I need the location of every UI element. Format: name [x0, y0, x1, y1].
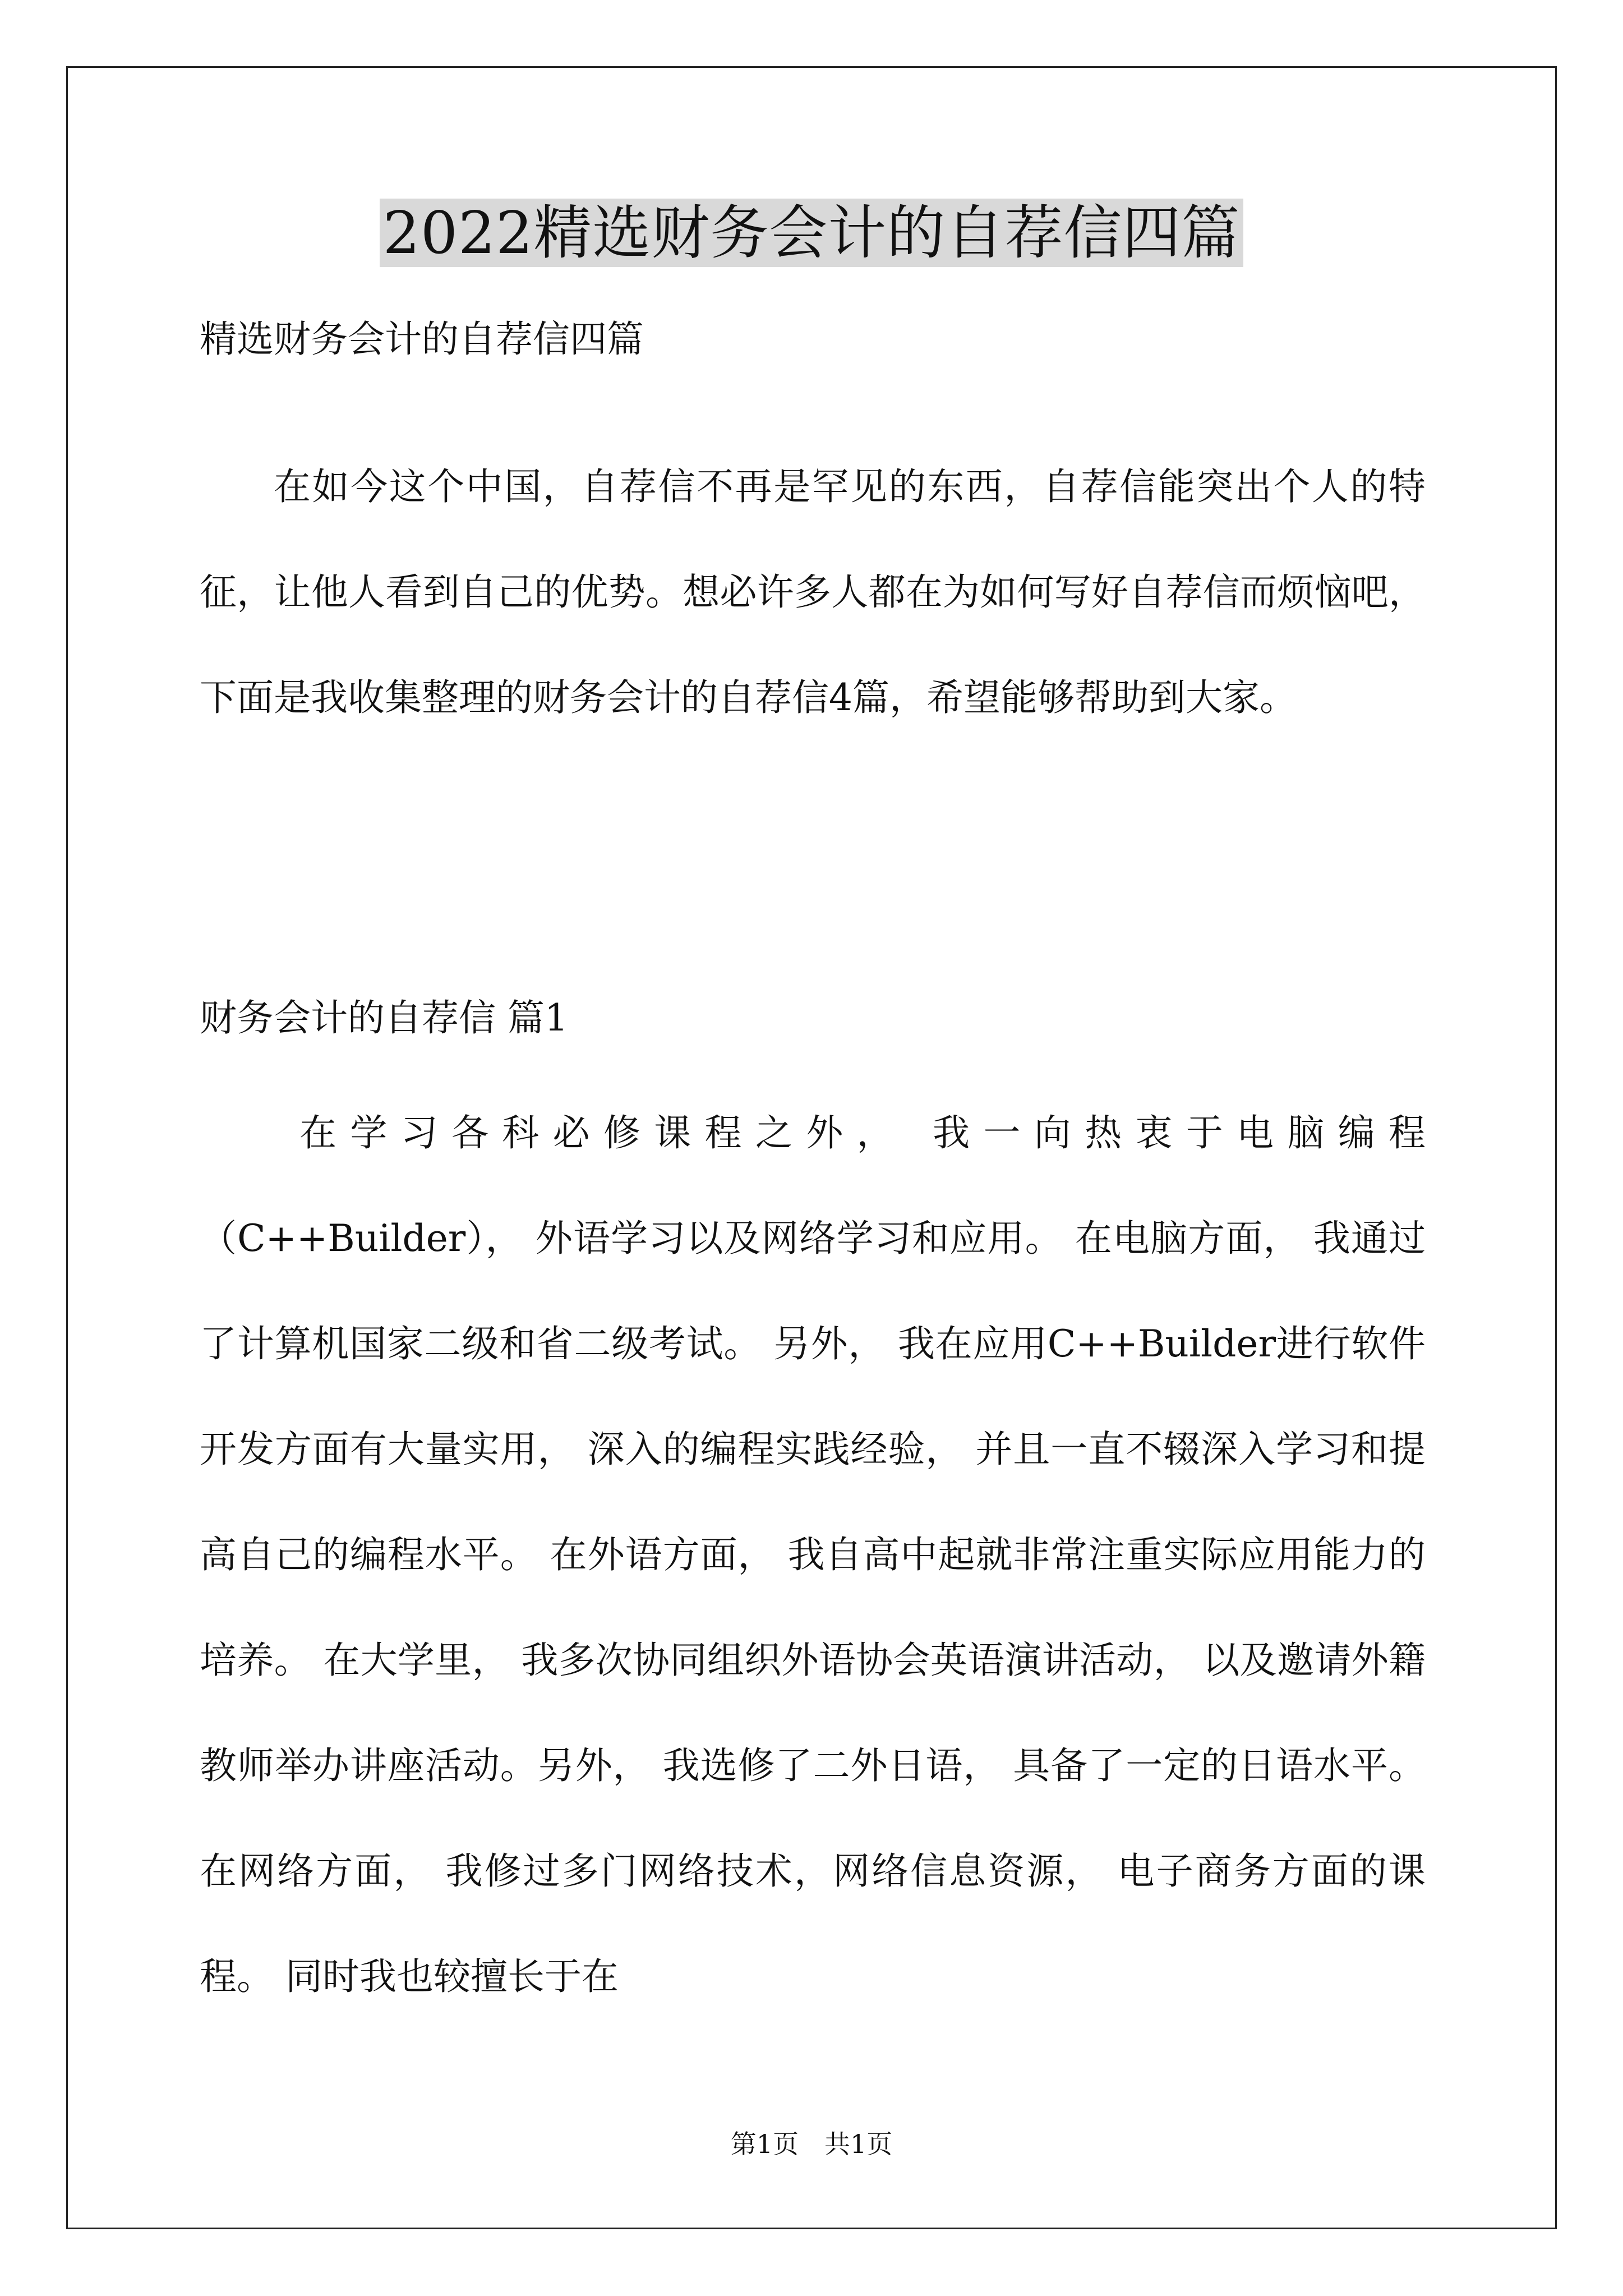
document-subtitle: 精选财务会计的自荐信四篇 [200, 318, 644, 361]
intro-paragraph: 在如今这个中国，自荐信不再是罕见的东西，自荐信能突出个人的特征，让他人看到自己的优势。想必许多人都在为如何写好自荐信而烦恼吧，下面是我收集整理的财务会计的自荐信4篇，希望能够帮助到大家。 [200, 465, 1426, 719]
section-heading: 财务会计的自荐信 篇1 [200, 996, 568, 1039]
body-paragraph: 在学习各科必修课程之外， 我一向热衷于电脑编程（C++Builder）， 外语学习以及网络学习和应用。 在电脑方面， 我通过了计算机国家二级和省二级考试。 另外， 我在应用C++Builder进行软件开发方面有大量实用， 深入的编程实践经验， 并且一直不辍深入学习和提高自己的编程水平。 在外语方面， 我自高中起就非常注重实际应用能力的培养。 在大学里， 我多次协同组织外语协会英语演讲活动， 以及邀请外籍教师举办讲座活动。另外， 我选修了二外日语， 具备了一定的日语水平。在网络方面， 我修过多门网络技术，网络信息资源， 电子商务方面的课程。 同时我也较擅长于在 [200, 1111, 1426, 1998]
document-title: 2022精选财务会计的自荐信四篇 [380, 199, 1244, 267]
title-container [0, 199, 1623, 267]
page-footer: 第1页 共1页 [730, 2129, 893, 2159]
